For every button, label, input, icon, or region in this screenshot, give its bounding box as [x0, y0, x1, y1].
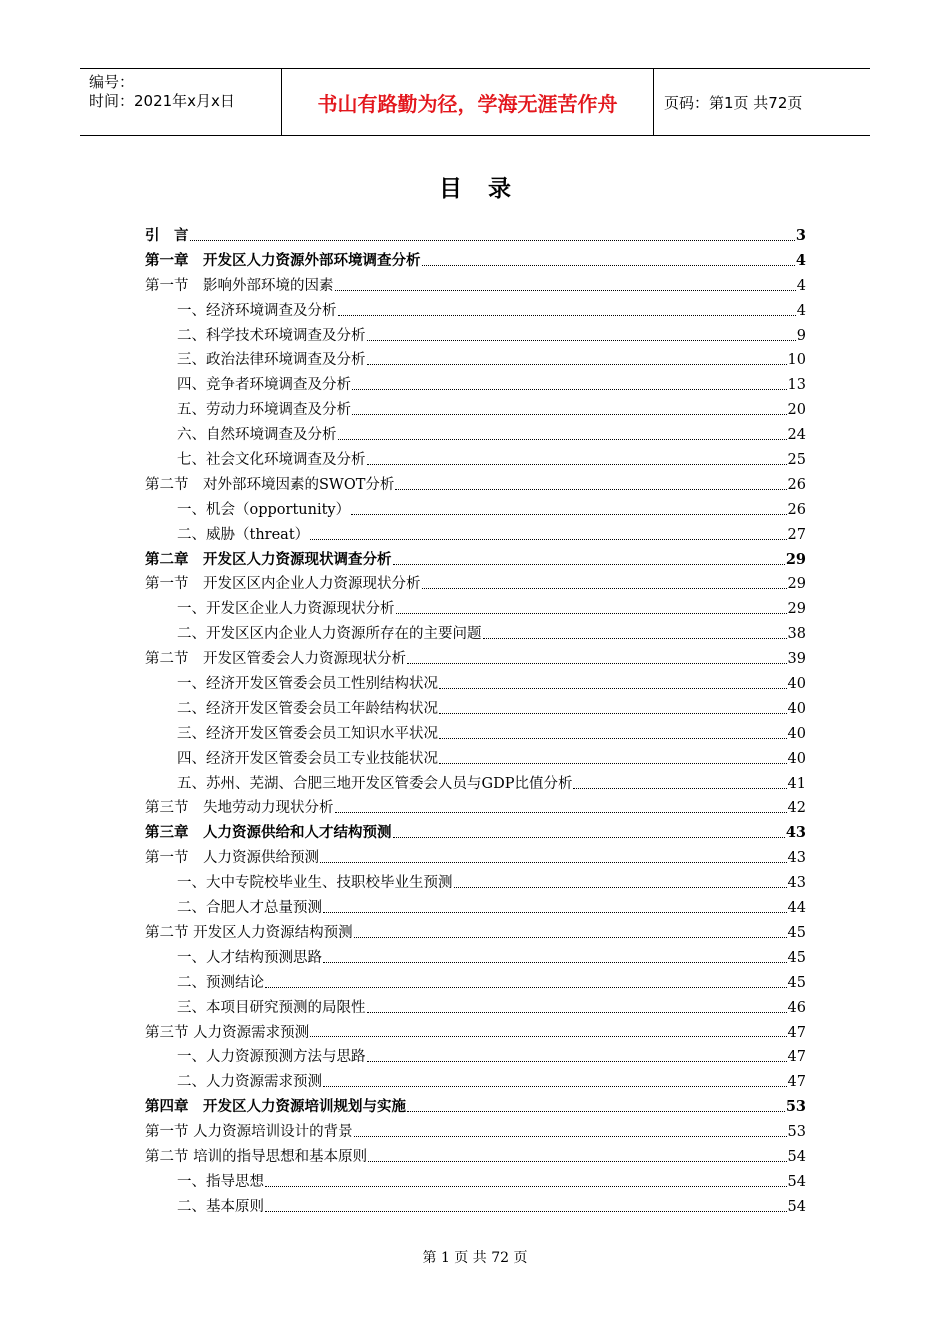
toc-entry[interactable] — [145, 348, 806, 373]
toc-entry[interactable] — [145, 423, 806, 448]
toc-entry-page: 40 — [787, 700, 806, 717]
toc-leader-dots — [310, 1036, 786, 1037]
toc-entry-label: 三、本项目研究预测的局限性 — [177, 999, 366, 1016]
toc-entry-label: 一、经济开发区管委会员工性别结构状况 — [177, 676, 438, 693]
document-number-label: 编号： — [89, 73, 135, 91]
toc-entry-page: 47 — [787, 1074, 806, 1091]
toc-entry[interactable] — [145, 299, 806, 324]
page-footer: 第 1 页 共 72 页 — [422, 1250, 528, 1266]
toc-entry-label: 第二节 开发区人力资源结构预测 — [145, 924, 353, 941]
toc-leader-dots — [439, 763, 787, 764]
toc-entry-label: 第一节 开发区区内企业人力资源现状分析 — [145, 576, 421, 593]
toc-entry-page: 53 — [785, 1098, 806, 1116]
toc-entry-page: 10 — [787, 352, 806, 369]
toc-leader-dots — [407, 663, 787, 664]
toc-entry[interactable] — [145, 896, 806, 921]
toc-leader-dots — [354, 937, 787, 938]
page-header — [80, 68, 870, 136]
toc-entry-page: 54 — [787, 1198, 806, 1215]
toc-leader-dots — [338, 315, 796, 316]
toc-entry[interactable] — [145, 1095, 806, 1120]
toc-entry-page: 26 — [787, 501, 806, 518]
toc-entry-page: 45 — [787, 924, 806, 941]
toc-entry-page: 44 — [787, 900, 806, 917]
toc-entry[interactable] — [145, 224, 806, 249]
toc-entry-label: 第三章 人力资源供给和人才结构预测 — [145, 824, 392, 842]
toc-entry[interactable] — [145, 697, 806, 722]
toc-entry-label: 引 言 — [145, 227, 189, 244]
toc-entry-page: 9 — [796, 327, 806, 344]
toc-leader-dots — [439, 738, 787, 739]
toc-entry-page: 54 — [787, 1148, 806, 1165]
toc-entry-label: 一、经济环境调查及分析 — [177, 302, 337, 319]
toc-entry[interactable] — [145, 1145, 806, 1170]
toc-leader-dots — [367, 340, 796, 341]
toc-entry-label: 二、合肥人才总量预测 — [177, 900, 322, 917]
toc-entry[interactable] — [145, 722, 806, 747]
toc-leader-dots — [320, 862, 787, 863]
toc-entry-page: 20 — [787, 402, 806, 419]
toc-entry[interactable] — [145, 548, 806, 573]
toc-leader-dots — [422, 265, 795, 266]
toc-entry-label: 三、政治法律环境调查及分析 — [177, 352, 366, 369]
toc-entry-page: 4 — [795, 251, 806, 269]
toc-entry-page: 40 — [787, 676, 806, 693]
toc-leader-dots — [454, 887, 787, 888]
toc-entry[interactable] — [145, 1120, 806, 1145]
toc-entry-page: 26 — [787, 476, 806, 493]
toc-entry-page: 43 — [787, 850, 806, 867]
toc-entry-label: 第一节 人力资源供给预测 — [145, 850, 319, 867]
toc-entry-label: 二、经济开发区管委会员工年龄结构状况 — [177, 700, 438, 717]
toc-entry[interactable] — [145, 572, 806, 597]
toc-leader-dots — [323, 1086, 787, 1087]
toc-entry-label: 一、开发区企业人力资源现状分析 — [177, 601, 395, 618]
toc-leader-dots — [393, 564, 785, 565]
toc-leader-dots — [439, 713, 787, 714]
toc-entry-label: 第一节 人力资源培训设计的背景 — [145, 1124, 353, 1141]
toc-entry-label: 第一节 影响外部环境的因素 — [145, 277, 334, 294]
toc-leader-dots — [354, 1136, 787, 1137]
toc-leader-dots — [265, 1211, 787, 1212]
toc-entry-label: 四、经济开发区管委会员工专业技能状况 — [177, 750, 438, 767]
toc-entry-page: 43 — [787, 875, 806, 892]
toc-entry[interactable] — [145, 1021, 806, 1046]
toc-entry-label: 五、苏州、芜湖、合肥三地开发区管委会人员与GDP比值分析 — [177, 775, 573, 792]
toc-entry-label: 五、劳动力环境调查及分析 — [177, 402, 351, 419]
toc-entry-page: 3 — [795, 227, 806, 244]
toc-entry[interactable] — [145, 871, 806, 896]
toc-entry[interactable] — [145, 821, 806, 846]
toc-leader-dots — [265, 987, 787, 988]
toc-entry[interactable] — [145, 622, 806, 647]
toc-leader-dots — [335, 812, 787, 813]
toc-leader-dots — [323, 912, 787, 913]
toc-leader-dots — [367, 1012, 787, 1013]
toc-entry-page: 38 — [787, 626, 806, 643]
document-time-label: 时间：2021年x月x日 — [89, 92, 235, 110]
toc-entry-label: 第二节 培训的指导思想和基本原则 — [145, 1148, 368, 1165]
toc-leader-dots — [439, 688, 787, 689]
toc-entry-page: 27 — [787, 526, 806, 543]
toc-entry-page: 41 — [787, 775, 806, 792]
toc-leader-dots — [368, 1161, 786, 1162]
toc-entry[interactable] — [145, 772, 806, 797]
toc-entry-page: 4 — [796, 277, 806, 294]
toc-entry-label: 一、大中专院校毕业生、技职校毕业生预测 — [177, 875, 453, 892]
toc-entry-page: 54 — [787, 1173, 806, 1190]
toc-entry-page: 29 — [785, 550, 806, 568]
toc-entry-page: 29 — [787, 576, 806, 593]
toc-entry-page: 29 — [787, 601, 806, 618]
toc-entry-page: 4 — [796, 302, 806, 319]
page-title: 目录 — [439, 176, 537, 202]
toc-entry[interactable] — [145, 523, 806, 548]
toc-entry[interactable] — [145, 996, 806, 1021]
header-meta — [80, 69, 282, 135]
toc-entry-label: 四、竞争者环境调查及分析 — [177, 377, 351, 394]
toc-leader-dots — [422, 588, 787, 589]
toc-entry-page: 40 — [787, 725, 806, 742]
toc-entry[interactable] — [145, 796, 806, 821]
toc-entry-label: 二、开发区区内企业人力资源所存在的主要问题 — [177, 626, 482, 643]
toc-entry-label: 二、威胁（threat） — [177, 526, 310, 543]
toc-leader-dots — [351, 514, 786, 515]
toc-leader-dots — [352, 414, 787, 415]
toc-entry-label: 第二节 对外部环境因素的SWOT分析 — [145, 476, 395, 493]
toc-entry[interactable] — [145, 324, 806, 349]
toc-entry[interactable] — [145, 1070, 806, 1095]
toc-leader-dots — [483, 638, 787, 639]
toc-entry-label: 六、自然环境调查及分析 — [177, 427, 337, 444]
toc-entry-page: 46 — [787, 999, 806, 1016]
toc-entry-page: 43 — [785, 824, 806, 842]
toc-leader-dots — [323, 962, 787, 963]
toc-entry[interactable] — [145, 249, 806, 274]
toc-entry[interactable] — [145, 1045, 806, 1070]
toc-entry[interactable] — [145, 448, 806, 473]
toc-entry-label: 第四章 开发区人力资源培训规划与实施 — [145, 1098, 406, 1116]
toc-entry-label: 一、人力资源预测方法与思路 — [177, 1049, 366, 1066]
toc-entry-page: 47 — [787, 1049, 806, 1066]
toc-entry-page: 45 — [787, 949, 806, 966]
toc-entry[interactable] — [145, 274, 806, 299]
toc-entry-label: 第一章 开发区人力资源外部环境调查分析 — [145, 251, 421, 269]
toc-entry-page: 24 — [787, 427, 806, 444]
header-motto: 书山有路勤为径，学海无涯苦作舟 — [282, 69, 654, 135]
table-of-contents — [145, 224, 806, 1220]
toc-leader-dots — [367, 364, 787, 365]
toc-entry-label: 一、机会（opportunity） — [177, 501, 351, 518]
toc-entry[interactable] — [145, 672, 806, 697]
toc-entry[interactable] — [145, 498, 806, 523]
toc-leader-dots — [395, 489, 786, 490]
toc-entry-page: 47 — [787, 1024, 806, 1041]
toc-entry-label: 七、社会文化环境调查及分析 — [177, 452, 366, 469]
toc-entry-label: 三、经济开发区管委会员工知识水平状况 — [177, 725, 438, 742]
toc-entry[interactable] — [145, 747, 806, 772]
toc-entry-label: 二、基本原则 — [177, 1198, 264, 1215]
header-page-info: 页码：第1页 共72页 — [664, 93, 803, 112]
toc-leader-dots — [352, 389, 787, 390]
toc-leader-dots — [573, 788, 786, 789]
toc-entry-label: 第三节 失地劳动力现状分析 — [145, 800, 334, 817]
toc-entry[interactable] — [145, 373, 806, 398]
toc-leader-dots — [396, 613, 787, 614]
toc-entry-label: 第二章 开发区人力资源现状调查分析 — [145, 550, 392, 568]
toc-leader-dots — [407, 1111, 785, 1112]
toc-leader-dots — [367, 464, 787, 465]
toc-entry[interactable] — [145, 398, 806, 423]
toc-entry-page: 25 — [787, 452, 806, 469]
toc-leader-dots — [335, 290, 796, 291]
toc-entry-page: 40 — [787, 750, 806, 767]
toc-entry[interactable] — [145, 1195, 806, 1220]
toc-entry[interactable] — [145, 921, 806, 946]
toc-entry-label: 二、科学技术环境调查及分析 — [177, 327, 366, 344]
toc-entry-label: 二、预测结论 — [177, 974, 264, 991]
toc-entry-page: 45 — [787, 974, 806, 991]
toc-entry-page: 53 — [787, 1124, 806, 1141]
toc-leader-dots — [367, 1061, 787, 1062]
toc-entry[interactable] — [145, 846, 806, 871]
toc-leader-dots — [190, 240, 795, 241]
toc-entry[interactable] — [145, 971, 806, 996]
toc-entry[interactable] — [145, 647, 806, 672]
toc-entry-label: 二、人力资源需求预测 — [177, 1074, 322, 1091]
toc-leader-dots — [338, 439, 787, 440]
toc-entry-label: 一、指导思想 — [177, 1173, 264, 1190]
toc-entry-page: 13 — [787, 377, 806, 394]
toc-leader-dots — [265, 1186, 787, 1187]
toc-leader-dots — [310, 539, 786, 540]
toc-entry-label: 第二节 开发区管委会人力资源现状分析 — [145, 651, 406, 668]
toc-entry-label: 一、人才结构预测思路 — [177, 949, 322, 966]
toc-entry-label: 第三节 人力资源需求预测 — [145, 1024, 310, 1041]
toc-entry[interactable] — [145, 597, 806, 622]
toc-entry[interactable] — [145, 473, 806, 498]
toc-entry-page: 42 — [787, 800, 806, 817]
toc-leader-dots — [393, 837, 785, 838]
toc-entry[interactable] — [145, 946, 806, 971]
toc-entry-page: 39 — [787, 651, 806, 668]
toc-entry[interactable] — [145, 1170, 806, 1195]
